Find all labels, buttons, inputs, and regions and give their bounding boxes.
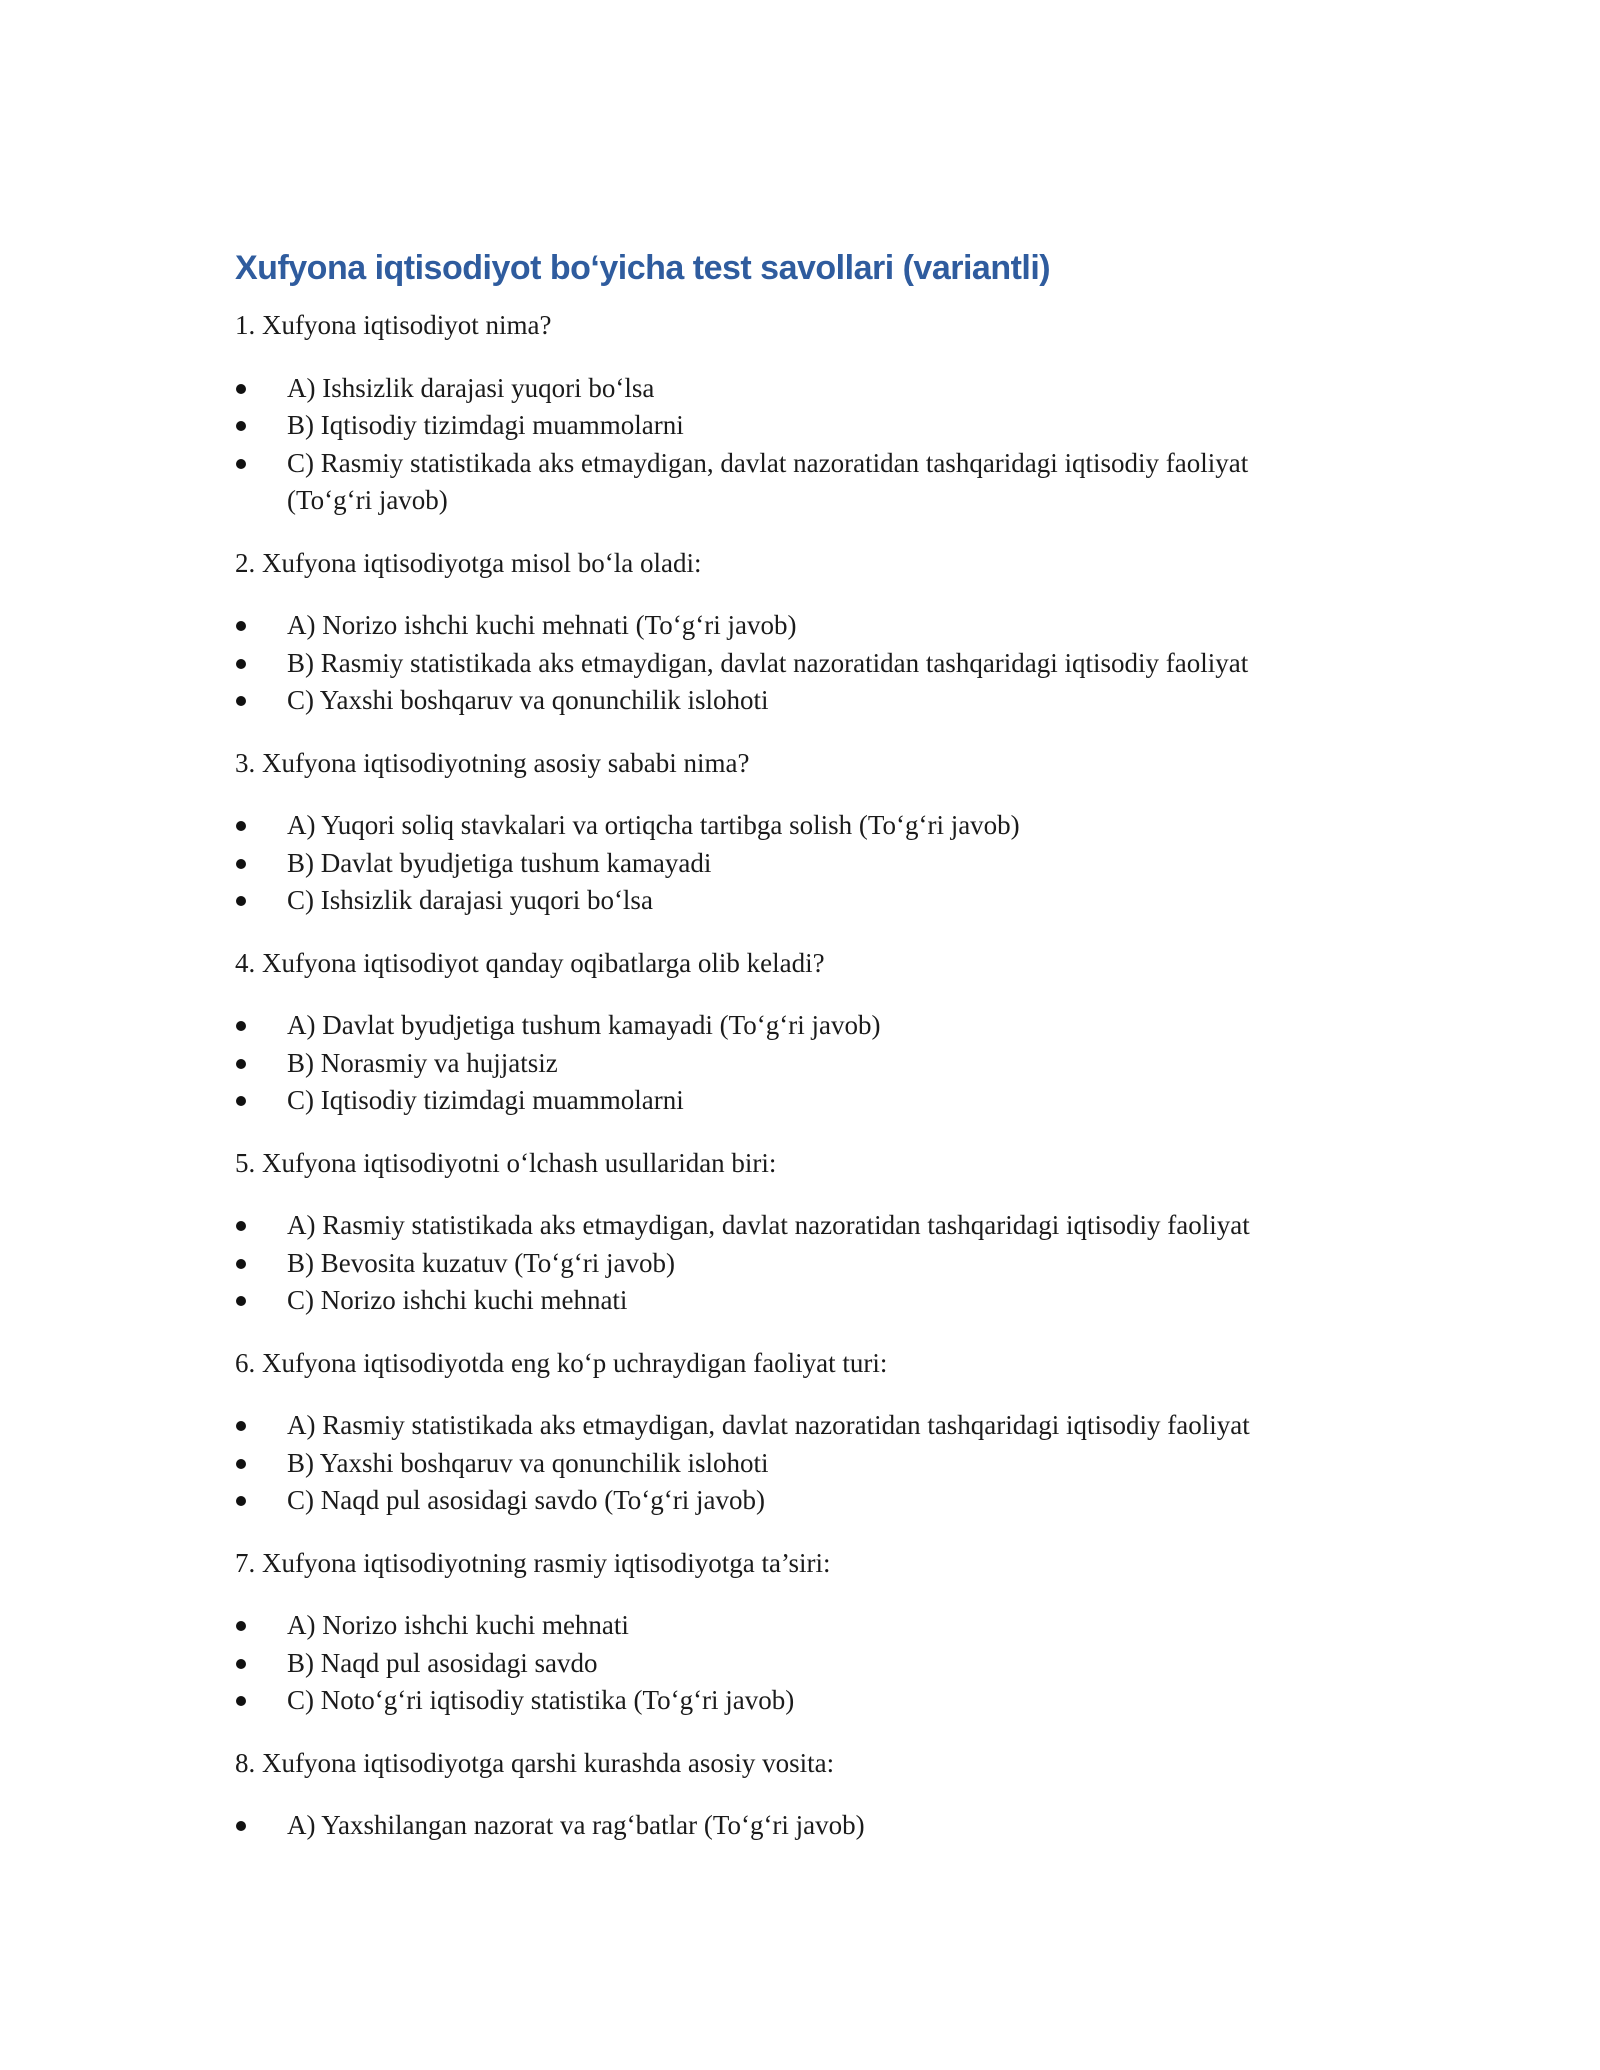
option-text: B) Iqtisodiy tizimdagi muammolarni [287,410,684,440]
options-list [235,807,1430,920]
options-list [235,607,1430,720]
question-block [235,1145,1430,1320]
question-text: 2. Xufyona iqtisodiyotga misol bo‘la oladi: [235,547,702,578]
bullet-icon [236,896,246,906]
option-item [235,645,1430,683]
question-block [235,1545,1430,1720]
bullet-icon [236,384,246,394]
option-text: B) Rasmiy statistikada aks etmaydigan, davlat nazoratidan tashqaridagi iqtisodiy faoliyat [287,647,1249,678]
option-text: B) Davlat byudjetiga tushum kamayadi [287,847,712,878]
option-item [235,1445,1430,1483]
option-text: A) Norizo ishchi kuchi mehnati (To‘g‘ri javob) [287,610,797,640]
option-item [235,682,1430,720]
bullet-icon [236,821,246,831]
option-item [235,1407,1430,1445]
option-text: C) Norizo ishchi kuchi mehnati [287,1285,628,1315]
question-block [235,545,1430,720]
option-item [235,370,1430,408]
question-text: 4. Xufyona iqtisodiyot qanday oqibatlarga olib keladi? [235,947,825,978]
option-text-continuation: (To‘g‘ri javob) [287,485,448,515]
option-text: C) Iqtisodiy tizimdagi muammolarni [287,1085,684,1115]
option-text: A) Davlat byudjetiga tushum kamayadi (To‘g‘ri javob) [287,1010,881,1040]
bullet-icon [236,1296,246,1306]
option-text: C) Naqd pul asosidagi savdo (To‘g‘ri javob) [287,1485,766,1515]
question-block [235,1345,1430,1520]
option-item [235,1645,1430,1683]
option-item [235,1082,1430,1120]
option-text: A) Ishsizlik darajasi yuqori bo‘lsa [287,372,655,403]
bullet-icon [236,1496,246,1506]
option-item [235,807,1430,845]
question-text: 8. Xufyona iqtisodiyotga qarshi kurashda asosiy vosita: [235,1747,835,1778]
option-text: C) Noto‘g‘ri iqtisodiy statistika (To‘g‘ri javob) [287,1685,795,1715]
bullet-icon [236,1421,246,1431]
question-block [235,1745,1430,1845]
bullet-icon [236,1096,246,1106]
question-text: 6. Xufyona iqtisodiyotda eng ko‘p uchraydigan faoliyat turi: [235,1347,888,1378]
option-item [235,607,1430,645]
bullet-icon [236,859,246,869]
bullet-icon [236,1259,246,1269]
bullet-icon [236,1696,246,1706]
option-item [235,445,1430,520]
options-list [235,1207,1430,1320]
question-block [235,945,1430,1120]
options-list [235,1807,1430,1845]
bullet-icon [236,1621,246,1631]
option-item [235,1482,1430,1520]
question-text: 7. Xufyona iqtisodiyotning rasmiy iqtisodiyotga ta’siri: [235,1547,831,1578]
option-text: B) Naqd pul asosidagi savdo [287,1647,598,1678]
bullet-icon [236,696,246,706]
option-item [235,1007,1430,1045]
option-text: A) Rasmiy statistikada aks etmaydigan, davlat nazoratidan tashqaridagi iqtisodiy faoliyat [287,1210,1250,1240]
question-block [235,307,1430,520]
bullet-icon [236,1659,246,1669]
options-list [235,1607,1430,1720]
option-text: A) Rasmiy statistikada aks etmaydigan, davlat nazoratidan tashqaridagi iqtisodiy faoliyat [287,1410,1250,1440]
question-text: 1. Xufyona iqtisodiyot nima? [235,310,552,340]
option-item [235,1282,1430,1320]
question-text: 5. Xufyona iqtisodiyotni o‘lchash usullaridan biri: [235,1147,777,1178]
bullet-icon [236,1021,246,1031]
option-item [235,1045,1430,1083]
option-text: A) Norizo ishchi kuchi mehnati [287,1610,629,1640]
options-list [235,370,1430,520]
bullet-icon [236,1821,246,1831]
bullet-icon [236,1221,246,1231]
option-text: C) Ishsizlik darajasi yuqori bo‘lsa [287,885,653,915]
bullet-icon [236,421,246,431]
option-item [235,1682,1430,1720]
option-text: C) Rasmiy statistikada aks etmaydigan, davlat nazoratidan tashqaridagi iqtisodiy faoliyat [287,447,1249,478]
option-text: B) Norasmiy va hujjatsiz [287,1047,558,1078]
question-text: 3. Xufyona iqtisodiyotning asosiy sababi nima? [235,747,750,778]
bullet-icon [236,459,246,469]
option-item [235,882,1430,920]
options-list [235,1007,1430,1120]
option-item [235,1245,1430,1283]
option-item [235,1207,1430,1245]
bullet-icon [236,1059,246,1069]
option-item [235,407,1430,445]
option-text: A) Yaxshilangan nazorat va rag‘batlar (To‘g‘ri javob) [287,1810,865,1840]
bullet-icon [236,621,246,631]
option-text: B) Bevosita kuzatuv (To‘g‘ri javob) [287,1247,676,1278]
bullet-icon [236,659,246,669]
option-text: A) Yuqori soliq stavkalari va ortiqcha tartibga solish (To‘g‘ri javob) [287,810,1020,840]
option-item [235,1607,1430,1645]
question-block [235,745,1430,920]
document-title: Xufyona iqtisodiyot bo‘yicha test savollari (variantli) [235,249,1051,287]
option-item [235,1807,1430,1845]
option-item [235,845,1430,883]
option-text: C) Yaxshi boshqaruv va qonunchilik islohoti [287,685,769,715]
bullet-icon [236,1459,246,1469]
options-list [235,1407,1430,1520]
option-text: B) Yaxshi boshqaruv va qonunchilik islohoti [287,1447,769,1478]
